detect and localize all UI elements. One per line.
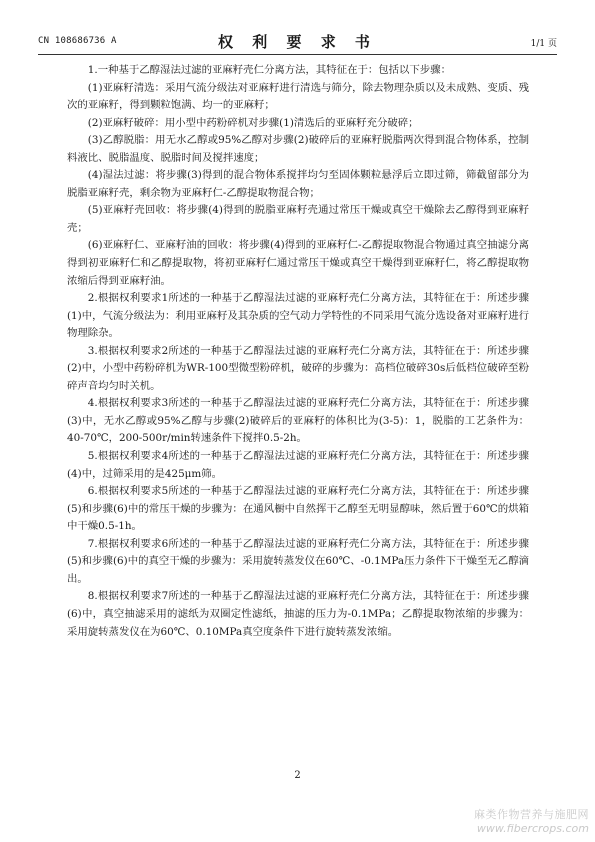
claim-paragraph: (6)亚麻籽仁、亚麻籽油的回收：将步骤(4)得到的亚麻籽仁-乙醇提取物混合物通过真空抽滤分离得到初亚麻籽仁和乙醇提取物，将初亚麻籽仁通过常压干燥或真空干燥得到亚麻籽仁，将乙醇提取物浓缩后得到亚麻籽油。 [67, 239, 529, 287]
page-number: 2 [294, 770, 301, 781]
claim-paragraph: (4)湿法过滤：将步骤(3)得到的混合物体系搅拌均匀至固体颗粒悬浮后立即过筛，筛截留部分为脱脂亚麻籽壳，剩余物为亚麻籽仁-乙醇提取物混合物； [67, 169, 529, 199]
claim-paragraph: 6.根据权利要求5所述的一种基于乙醇湿法过滤的亚麻籽壳仁分离方法，其特征在于：所述步骤(5)和步骤(6)中的常压干燥的步骤为：在通风橱中自然挥干乙醇至无明显醇味，然后置于60℃的烘箱中干燥0.5-1h。 [67, 485, 529, 533]
page-count: 1/1 页 [530, 39, 557, 49]
document-title: 权 利 要 求 书 [218, 33, 377, 51]
watermark-site-name: 麻类作物营养与施肥网 [474, 808, 589, 821]
claim-paragraph: 4.根据权利要求3所述的一种基于乙醇湿法过滤的亚麻籽壳仁分离方法，其特征在于：所述步骤(3)中，无水乙醇或95%乙醇与步骤(2)破碎后的亚麻籽的体积比为(3-5)：1，脱脂的工艺条件为：40-70℃，200-500r/min转速条件下搅拌0.5-2h。 [67, 397, 529, 445]
publication-number: CN 108686736 A [38, 36, 117, 46]
claim-paragraph: 5.根据权利要求4所述的一种基于乙醇湿法过滤的亚麻籽壳仁分离方法，其特征在于：所述步骤(4)中，过筛采用的是425μm筛。 [67, 450, 529, 480]
claim-paragraph: (2)亚麻籽破碎：用小型中药粉碎机对步骤(1)清选后的亚麻籽充分破碎； [87, 116, 419, 129]
claim-paragraph: 2.根据权利要求1所述的一种基于乙醇湿法过滤的亚麻籽壳仁分离方法，其特征在于：所述步骤(1)中，气流分级法为：利用亚麻籽及其杂质的空气动力学特性的不同采用气流分选设备对亚麻籽进行物理除杂。 [67, 292, 529, 340]
claim-paragraph: 7.根据权利要求6所述的一种基于乙醇湿法过滤的亚麻籽壳仁分离方法，其特征在于：所述步骤(5)和步骤(6)中的真空干燥的步骤为：采用旋转蒸发仪在60℃、-0.1MPa压力条件下干燥至无乙醇滴出。 [67, 537, 530, 585]
claim-paragraph: (5)亚麻籽壳回收：将步骤(4)得到的脱脂亚麻籽壳通过常压干燥或真空干燥除去乙醇得到亚麻籽壳； [67, 204, 529, 234]
watermark-url: www.fibercrops.com [476, 822, 589, 835]
claim-paragraph: 1.一种基于乙醇湿法过滤的亚麻籽壳仁分离方法，其特征在于：包括以下步骤： [87, 64, 451, 76]
claims-body [67, 62, 529, 641]
document-header [38, 30, 557, 55]
claim-paragraph: (3)乙醇脱脂：用无水乙醇或95%乙醇对步骤(2)破碎后的亚麻籽脱脂两次得到混合物体系，控制料液比、脱脂温度、脱脂时间及搅拌速度； [67, 134, 529, 164]
claim-paragraph: (1)亚麻籽清选：采用气流分级法对亚麻籽进行清选与筛分，除去物理杂质以及未成熟、变质、残次的亚麻籽，得到颗粒饱满、均一的亚麻籽； [67, 81, 529, 112]
site-watermark [474, 808, 589, 836]
claim-paragraph: 3.根据权利要求2所述的一种基于乙醇湿法过滤的亚麻籽壳仁分离方法，其特征在于：所述步骤(2)中，小型中药粉碎机为WR-100型微型粉碎机，破碎的步骤为：高档位破碎30s后低档位破碎至粉碎声音均匀时关机。 [67, 344, 529, 392]
claim-paragraph: 8.根据权利要求7所述的一种基于乙醇湿法过滤的亚麻籽壳仁分离方法，其特征在于：所述步骤(6)中，真空抽滤采用的滤纸为双圈定性滤纸，抽滤的压力为-0.1MPa；乙醇提取物浓缩的步骤为：采用旋转蒸发仪在为60℃、0.10MPa真空度条件下进行旋转蒸发浓缩。 [67, 590, 529, 638]
